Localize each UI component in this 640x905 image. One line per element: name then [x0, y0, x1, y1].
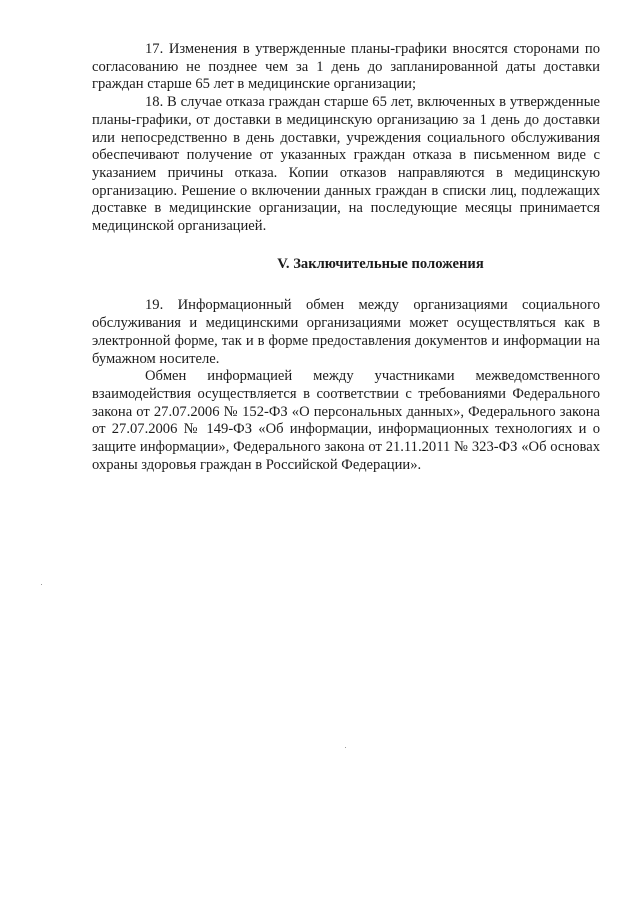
paragraph-18: 18. В случае отказа граждан старше 65 лет, включенных в утвержденные планы-графики, от доставки в медицинскую организацию за 1 день до доставки или непосредственно в день доставки, учреждения социального обслуживания обеспечивают получение от указанных граждан отказа в письменном виде с указанием причины отказа. Копии отказов направляются в медицинскую организацию. Решение о включении данных граждан в списки лиц, подлежащих доставке в медицинские организации, на последующие месяцы принимается медицинской организацией. — [92, 94, 600, 235]
paragraph-information-exchange: Обмен информацией между участниками межведомственного взаимодействия осуществляется в соответствии с требованиями Федерального закона от 27.07.2006 № 152-ФЗ «О персональных данных», Федерального закона от 27.07.2006 № 149-ФЗ «Об информации, информационных технологиях и о защите информации», Федерального закона от 21.11.2011 № 323-ФЗ «Об основах охраны здоровья граждан в Российской Федерации». — [92, 368, 600, 473]
scan-speck — [345, 747, 346, 748]
spacer — [92, 236, 600, 256]
document-body — [92, 41, 600, 474]
scan-speck — [41, 584, 42, 585]
spacer — [92, 273, 600, 297]
section-heading: V. Заключительные положения — [277, 255, 484, 272]
paragraph-17: 17. Изменения в утвержденные планы-графики вносятся сторонами по согласованию не позднее чем за 1 день до запланированной даты доставки граждан старше 65 лет в медицинские организации; — [92, 41, 600, 93]
paragraph-19: 19. Информационный обмен между организациями социального обслуживания и медицинскими организациями может осуществляться как в электронной форме, так и в форме предоставления документов и информации на бумажном носителе. — [92, 297, 600, 367]
